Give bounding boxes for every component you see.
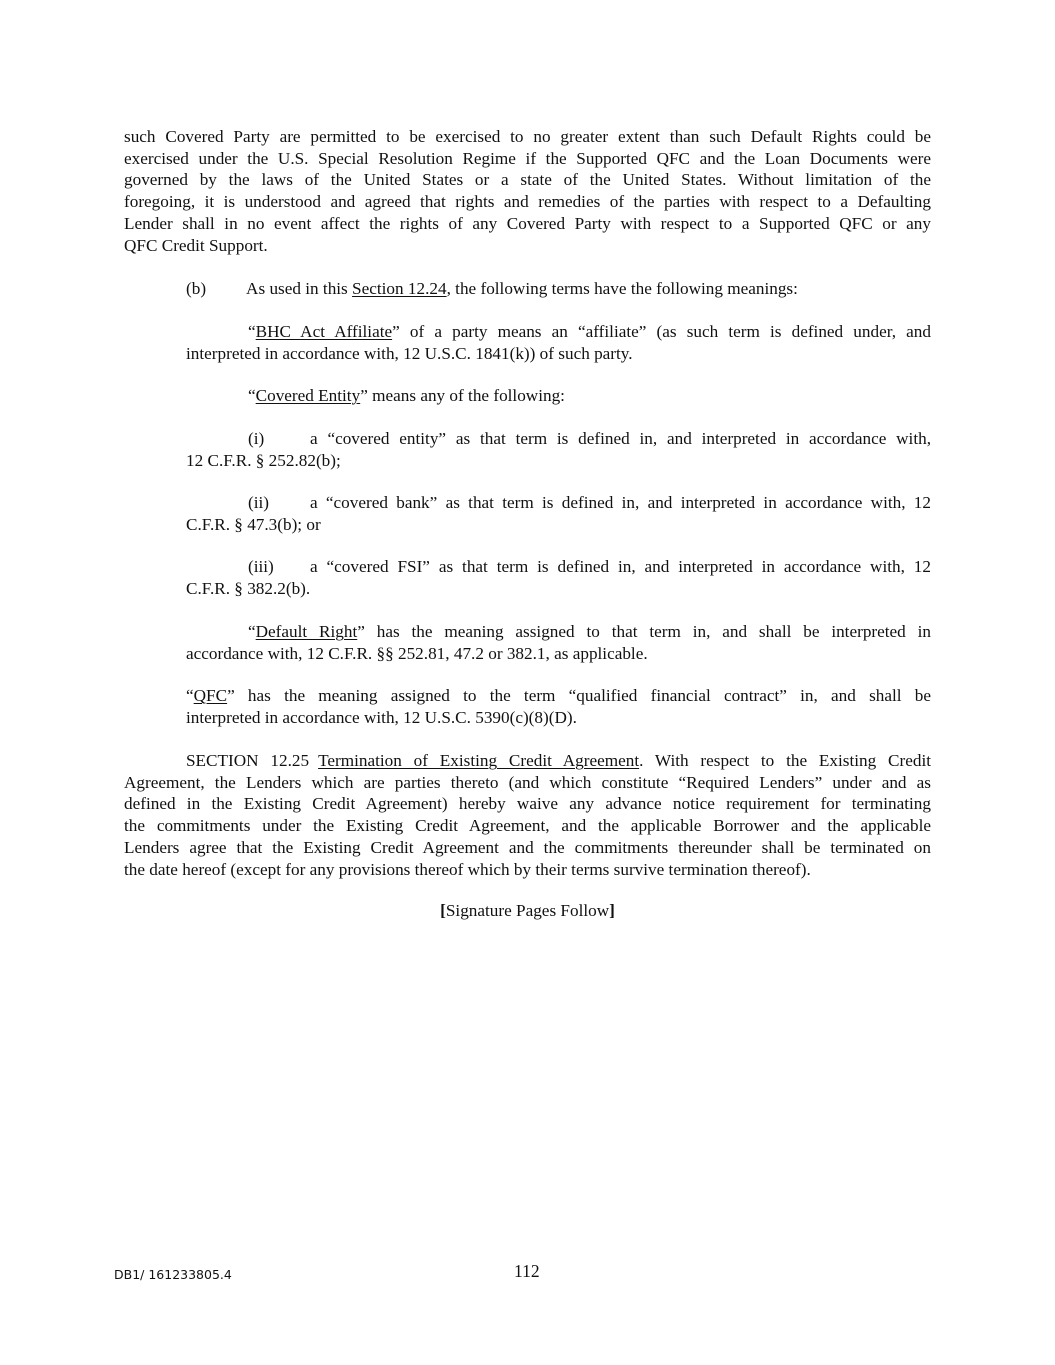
- list-item-ii: [186, 492, 931, 535]
- text-line: C.F.R. § 382.2(b).: [186, 578, 311, 598]
- definition-default-right: [186, 621, 931, 664]
- text-line: [186, 556, 931, 578]
- quote-mark: “: [248, 386, 256, 405]
- text-line: accordance with, 12 C.F.R. §§ 252.81, 47.2 or 382.1, as applicable.: [186, 643, 648, 663]
- item-label: (ii): [248, 493, 269, 512]
- section-reference: Section 12.24: [352, 279, 447, 298]
- section-number: SECTION 12.25: [186, 751, 310, 770]
- item-label: (iii): [248, 557, 274, 576]
- defined-term: Covered Entity: [255, 386, 361, 405]
- signature-note-text: Signature Pages Follow: [445, 901, 610, 920]
- paragraph-intro: [124, 126, 931, 256]
- definition-qfc: [186, 685, 931, 728]
- quote-mark: “: [186, 686, 194, 705]
- text-line: [186, 685, 931, 707]
- bracket: ]: [609, 901, 615, 920]
- quote-mark: “: [248, 322, 256, 341]
- text-line: the commitments under the Existing Credit Agreement, and the applicable Borrower and the applicable: [124, 816, 931, 836]
- text-line: [186, 321, 931, 343]
- text-line: defined in the Existing Credit Agreement) hereby waive any advance notice requirement for terminating: [124, 794, 931, 814]
- text-line: interpreted in accordance with, 12 U.S.C. 5390(c)(8)(D).: [186, 707, 577, 727]
- text-line: C.F.R. § 47.3(b); or: [186, 514, 321, 534]
- text-line: Lenders agree that the Existing Credit Agreement and the commitments thereunder shall be terminated on: [124, 837, 931, 857]
- section-text: . With respect to the Existing Credit: [639, 751, 932, 770]
- definition-text: ” has the meaning assigned to the term “qualified financial contract” in, and shall be: [227, 686, 931, 705]
- text-line: Agreement, the Lenders which are parties thereto (and which constitute “Required Lenders” under and as: [124, 772, 931, 792]
- defined-term: QFC: [193, 686, 228, 705]
- text-line: such Covered Party are permitted to be exercised to no greater extent than such Default Rights could be: [124, 127, 931, 146]
- text-line: QFC Credit Support.: [124, 235, 268, 255]
- item-text: a “covered bank” as that term is defined in, and interpreted in accordance with, 12: [310, 493, 931, 512]
- text-line: interpreted in accordance with, 12 U.S.C. 1841(k)) of such party.: [186, 343, 633, 363]
- paragraph-b: [186, 278, 931, 300]
- defined-term: Default Right: [255, 622, 358, 641]
- text-line: foregoing, it is understood and agreed that rights and remedies of the parties with respect to a Defaulting: [124, 192, 931, 212]
- text-line: [124, 750, 931, 772]
- list-item-i: [186, 428, 931, 471]
- section-title: Termination of Existing Credit Agreement: [318, 751, 640, 770]
- text-line: exercised under the U.S. Special Resolution Regime if the Supported QFC and the Loan Documents were: [124, 148, 931, 168]
- page-number: 112: [514, 1261, 540, 1281]
- text-line: Lender shall in no event affect the rights of any Covered Party with respect to a Supported QFC or any: [124, 213, 931, 233]
- item-label: (i): [248, 429, 265, 448]
- quote-mark: “: [248, 622, 256, 641]
- paragraph-text: As used in this: [246, 279, 353, 298]
- paragraph-text: , the following terms have the following meanings:: [446, 279, 798, 298]
- text-line: governed by the laws of the United States or a state of the United States. Without limitation of the: [124, 170, 931, 190]
- text-line: [186, 621, 931, 643]
- definition-text: ” of a party means an “affiliate” (as such term is defined under, and: [392, 322, 931, 341]
- text-line: 12 C.F.R. § 252.82(b);: [186, 450, 341, 470]
- definition-text: ” has the meaning assigned to that term in, and shall be interpreted in: [357, 622, 931, 641]
- definition-covered-entity: [248, 385, 565, 407]
- item-text: a “covered FSI” as that term is defined in, and interpreted in accordance with, 12: [310, 557, 931, 576]
- section-12-25: [124, 750, 931, 880]
- item-label: (b): [186, 279, 207, 298]
- item-text: a “covered entity” as that term is defined in, and interpreted in accordance with,: [310, 429, 931, 448]
- text-line: [186, 492, 931, 514]
- text-line: [186, 428, 931, 450]
- document-id: DB1/ 161233805.4: [114, 1267, 232, 1282]
- definition-text: ” means any of the following:: [360, 386, 565, 405]
- definition-bhc-act-affiliate: [186, 321, 931, 364]
- defined-term: BHC Act Affiliate: [255, 322, 393, 341]
- text-line: the date hereof (except for any provisions thereof which by their terms survive termination thereof).: [124, 859, 811, 879]
- signature-pages-note: [0, 901, 1055, 921]
- list-item-iii: [186, 556, 931, 599]
- bracket: [: [440, 901, 446, 920]
